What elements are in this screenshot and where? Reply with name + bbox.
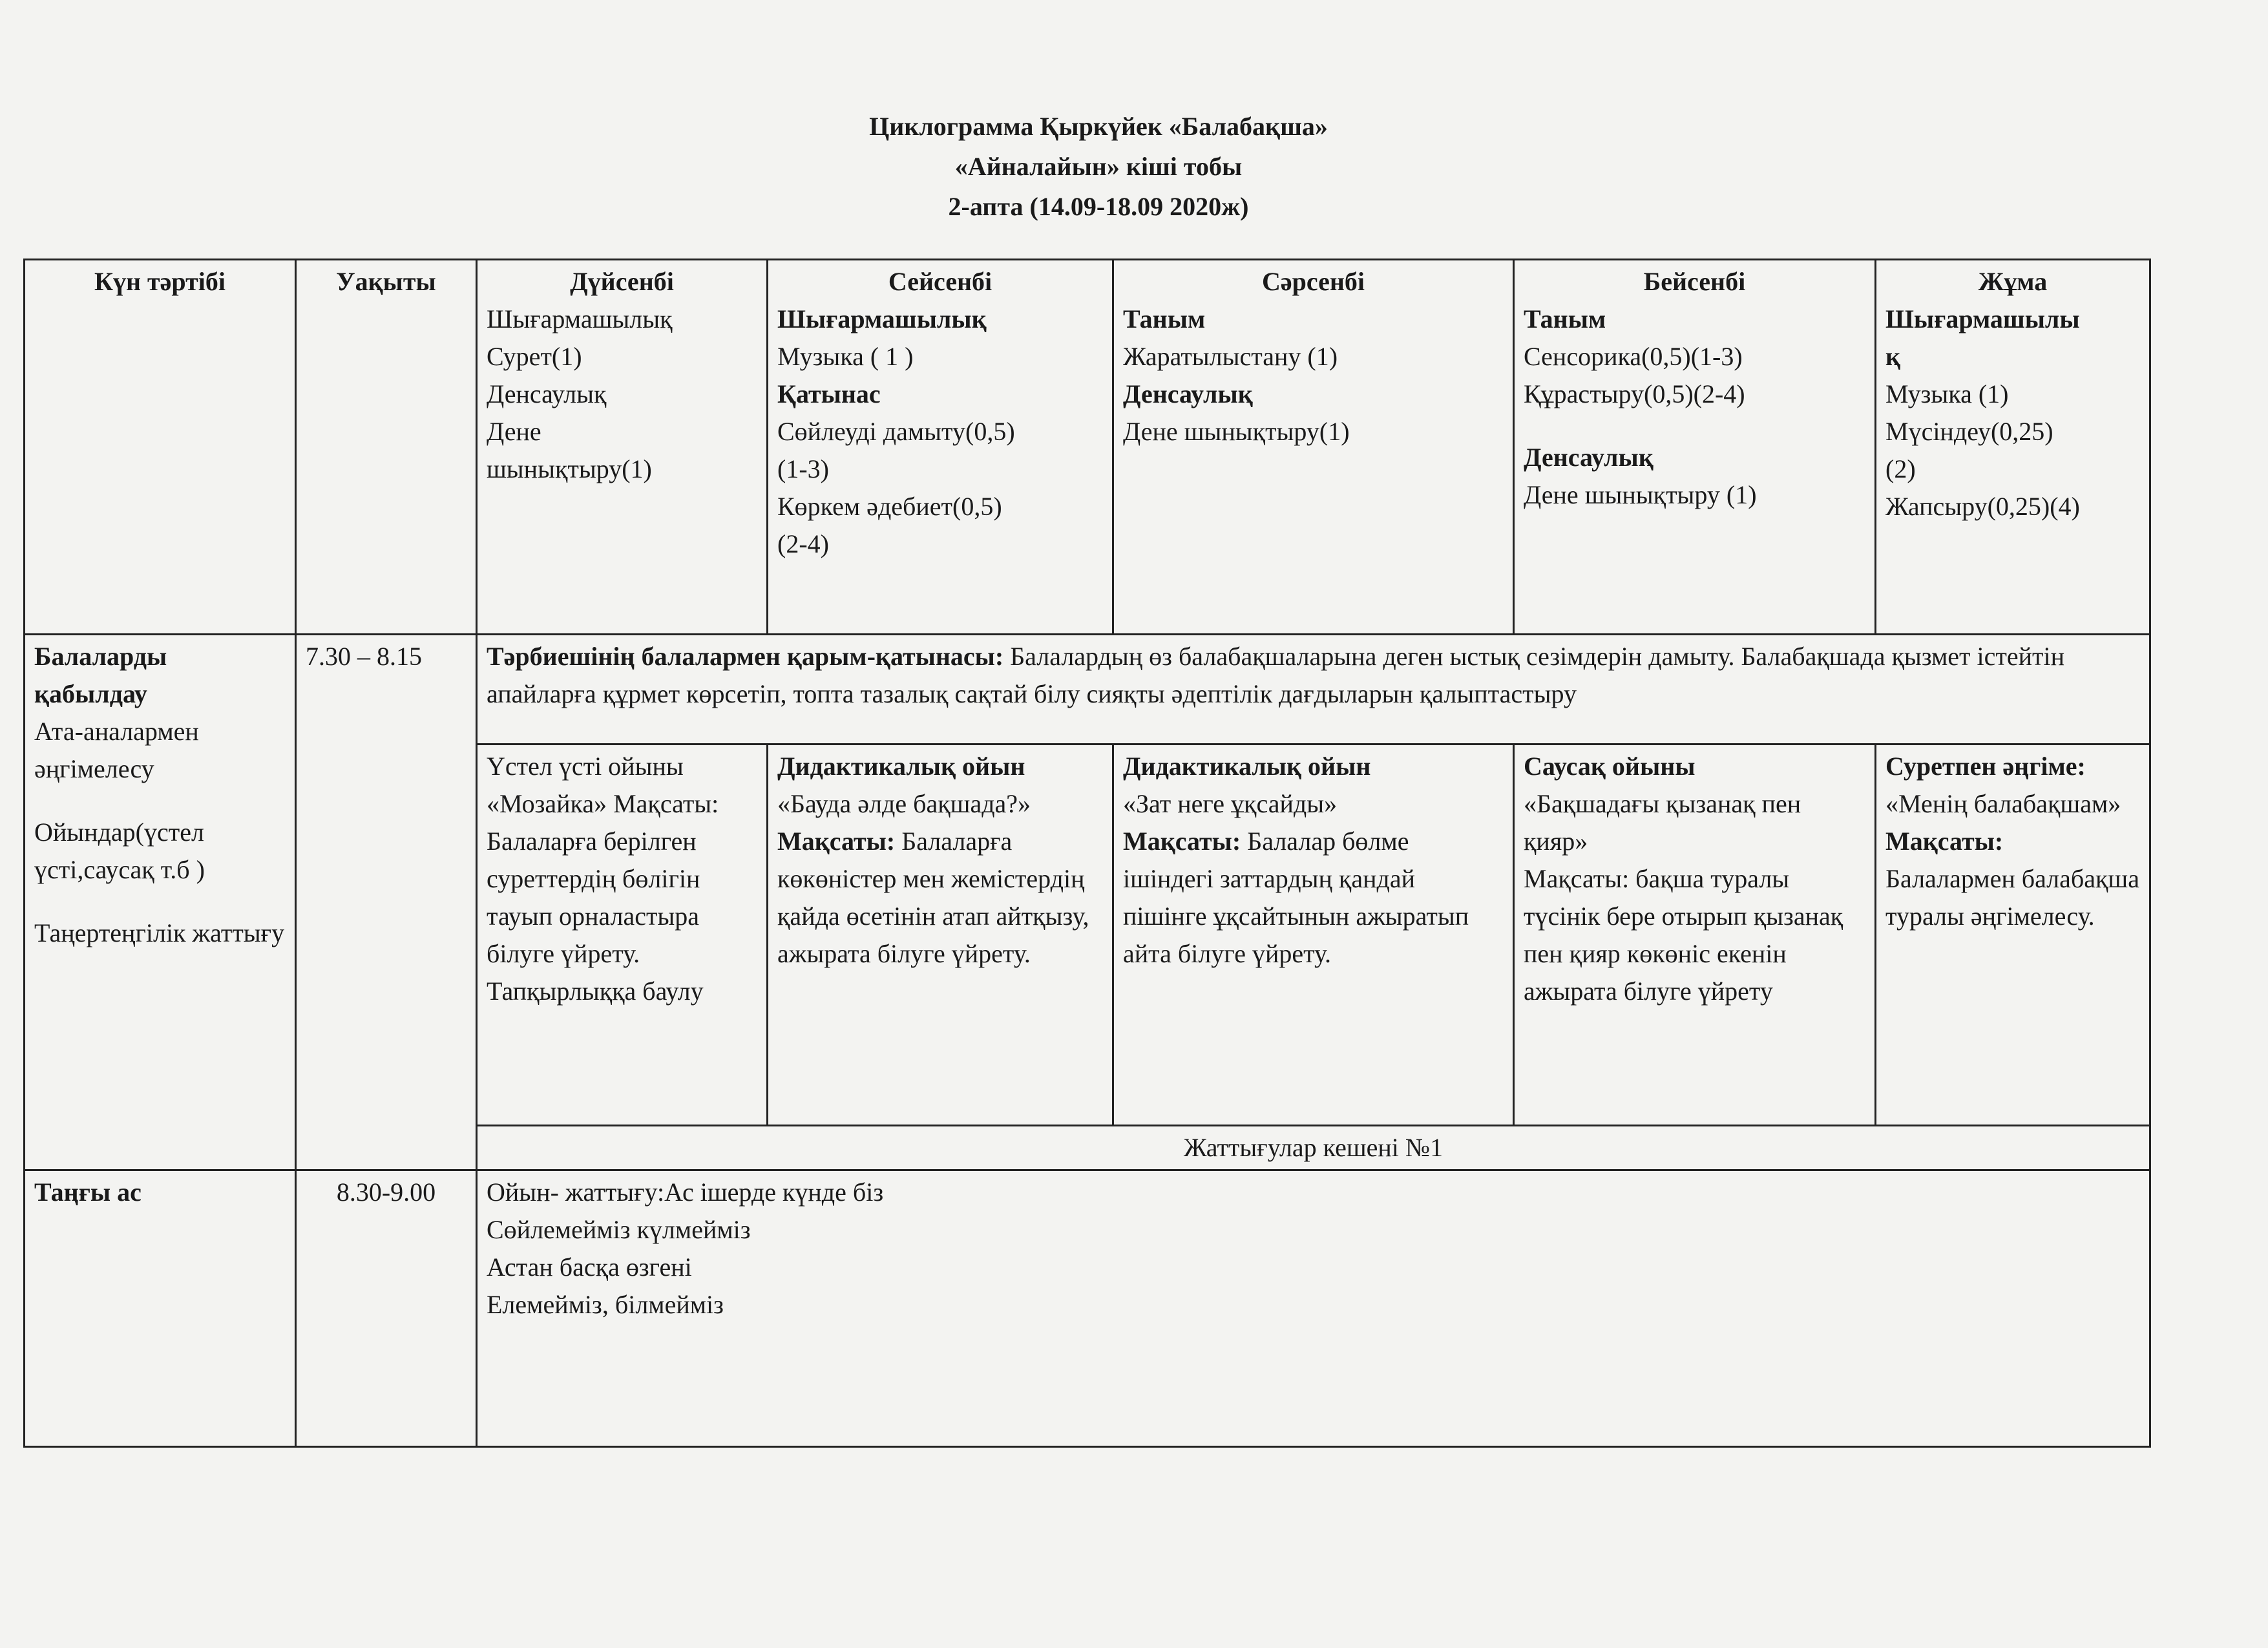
reception-time-cell: 7.30 – 8.15: [296, 635, 477, 1170]
title-line-1: Циклограмма Қыркүйек «Балабақша»: [869, 112, 1328, 141]
column-friday: Жұма Шығармашылы қ Музыка (1) Мүсіндеу(0,25) (2) Жапсыру(0,25)(4): [1876, 260, 2150, 635]
breakfast-time-cell: 8.30-9.00: [296, 1170, 477, 1447]
column-regime: Күн тәртібі: [25, 260, 296, 635]
breakfast-poem-cell: Ойын- жаттығу:Ас ішерде күнде біз Сөйлемейміз күлмейміз Астан басқа өзгені Елемейміз, білмейміз: [477, 1170, 2150, 1447]
column-tuesday: Сейсенбі Шығармашылық Музыка ( 1 ) Қатынас Сөйлеуді дамыту(0,5) (1-3) Көркем әдебиет(0,5) (2-4): [768, 260, 1113, 635]
day-name: Дүйсенбі: [570, 267, 674, 296]
document-title: [0, 107, 2197, 227]
day-name: Сейсенбі: [888, 267, 992, 296]
day-name: Сәрсенбі: [1261, 267, 1365, 296]
reception-title: Балаларды қабылдау: [34, 642, 167, 708]
column-time: Уақыты: [296, 260, 477, 635]
reception-regime-cell: Балаларды қабылдау Ата-аналармен әңгімелесу Ойындар(үстел үсті,саусақ т.б ) Таңертеңгілік жаттығу: [25, 635, 296, 1170]
game-thursday: Саусақ ойыны «Бақшадағы қызанақ пен қияр» Мақсаты: бақша туралы түсінік бере отырып қызанақ пен қияр көкөніс екенін ажырата білуге үйрету: [1514, 745, 1876, 1126]
cyclogram-table: [23, 259, 2151, 1448]
day-name: Бейсенбі: [1643, 267, 1746, 296]
breakfast-title: Таңғы ас: [34, 1178, 142, 1207]
column-monday: Дүйсенбі Шығармашылық Сурет(1) Денсаулық Дене шынықтыру(1): [477, 260, 768, 635]
game-monday: Үстел үсті ойыны «Мозайка» Мақсаты: Балаларға берілген суреттердің бөлігін тауып орналастыра білуге үйрету. Тапқырлыққа баулу: [477, 745, 768, 1126]
exercise-complex-cell: Жаттығулар кешені №1: [477, 1126, 2150, 1170]
reception-comm-row: [25, 635, 2150, 745]
game-friday: Суретпен әңгіме: «Менің балабақшам» Мақсаты: Балалармен балабақша туралы әңгімелесу.: [1876, 745, 2150, 1126]
teacher-communication-cell: Тәрбиешінің балалармен қарым-қатынасы: Балалардың өз балабақшаларына деген ыстық сезімдерін дамыту. Балабақшада қызмет істейтін апайларға құрмет көрсетіп, топта тазалық сақтай білу сияқты әдептілік дағдыларын қалыптастыру: [477, 635, 2150, 745]
breakfast-regime-cell: [25, 1170, 296, 1447]
column-wednesday: Сәрсенбі Таным Жаратылыстану (1) Денсаулық Дене шынықтыру(1): [1113, 260, 1514, 635]
game-wednesday: Дидактикалық ойын «Зат неге ұқсайды» Мақсаты: Балалар бөлме ішіндегі заттардың қандай пішінге ұқсайтынын ажыратып айта білуге үйрету.: [1113, 745, 1514, 1126]
title-line-2: «Айналайын» кіші тобы: [954, 152, 1243, 181]
column-thursday: Бейсенбі Таным Сенсорика(0,5)(1-3) Құрастыру(0,5)(2-4) Денсаулық Дене шынықтыру (1): [1514, 260, 1876, 635]
day-name: Жұма: [1978, 267, 2048, 296]
game-tuesday: Дидактикалық ойын «Бауда әлде бақшада?» Мақсаты: Балаларға көкөністер мен жемістердің қайда өсетінін атап айтқызу, ажырата білуге үйрету.: [768, 745, 1113, 1126]
title-line-3: 2-апта (14.09-18.09 2020ж): [948, 192, 1249, 221]
breakfast-row: [25, 1170, 2150, 1447]
header-row: [25, 260, 2150, 635]
